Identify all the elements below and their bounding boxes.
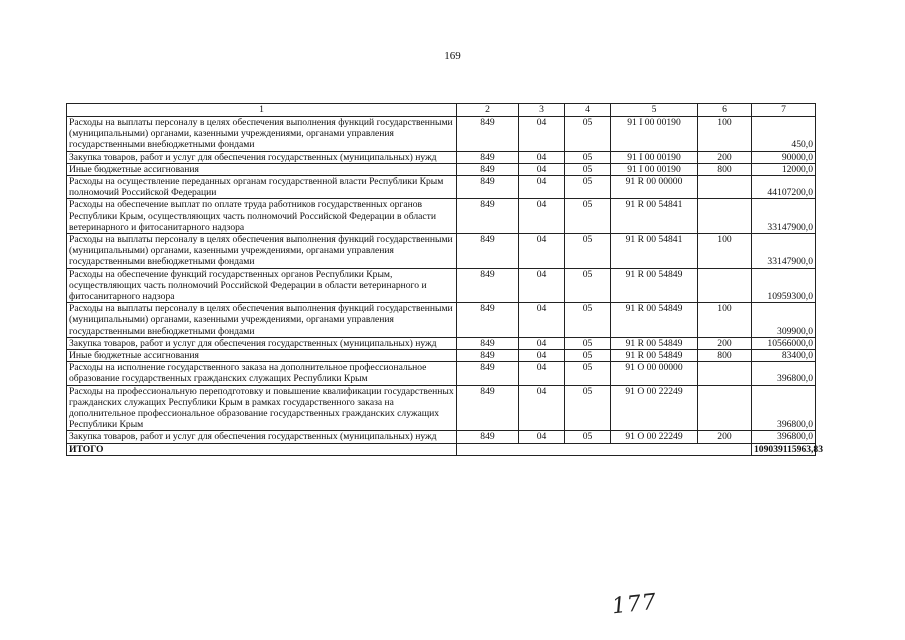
row-code-cell: 04: [519, 199, 565, 234]
row-sum-cell: 450,0: [752, 117, 816, 152]
row-code-cell: 05: [565, 268, 611, 303]
row-name-cell: Расходы на профессиональную переподготовку и повышение квалификации государственных гражданских служащих Республики Крым в рамках государственного заказа на дополнительное профессиональное образование государственных гражданских служащих Республики Крым: [67, 385, 457, 431]
table-row: [67, 431, 816, 443]
row-code-cell: 04: [519, 176, 565, 199]
row-code-cell: 800: [698, 350, 752, 362]
row-code-cell: 100: [698, 234, 752, 269]
header-cell: 4: [565, 104, 611, 117]
row-sum-cell: 33147900,0: [752, 234, 816, 269]
header-cell: 6: [698, 104, 752, 117]
table-row: [67, 385, 816, 431]
page-number: 169: [444, 50, 461, 62]
row-code-cell: 05: [565, 117, 611, 152]
row-code-cell: 849: [457, 117, 519, 152]
row-code-cell: 05: [565, 350, 611, 362]
row-name-cell: Расходы на исполнение государственного заказа на дополнительное профессиональное образование государственных гражданских служащих Республики Крым: [67, 362, 457, 385]
row-code-cell: 04: [519, 337, 565, 349]
row-code-cell: 91 R 00 54849: [611, 350, 698, 362]
row-code-cell: 849: [457, 362, 519, 385]
row-code-cell: 04: [519, 163, 565, 175]
row-code-cell: 05: [565, 431, 611, 443]
header-cell: 1: [67, 104, 457, 117]
row-code-cell: 04: [519, 362, 565, 385]
handwritten-page-number: 177: [610, 589, 659, 620]
row-code-cell: 200: [698, 151, 752, 163]
row-code-cell: [698, 176, 752, 199]
row-code-cell: 849: [457, 350, 519, 362]
row-code-cell: 91 I 00 00190: [611, 163, 698, 175]
total-row: [67, 443, 816, 455]
row-sum-cell: 33147900,0: [752, 199, 816, 234]
total-label: ИТОГО: [67, 443, 457, 455]
row-sum-cell: 396800,0: [752, 362, 816, 385]
row-sum-cell: 396800,0: [752, 431, 816, 443]
row-code-cell: 100: [698, 117, 752, 152]
row-code-cell: 849: [457, 303, 519, 338]
row-code-cell: 05: [565, 199, 611, 234]
row-code-cell: 849: [457, 268, 519, 303]
row-code-cell: 91 О 00 22249: [611, 431, 698, 443]
header-cell: 2: [457, 104, 519, 117]
budget-table: [66, 103, 824, 456]
row-code-cell: 849: [457, 385, 519, 431]
row-code-cell: 91 О 00 00000: [611, 362, 698, 385]
total-empty-cell: [457, 443, 752, 455]
table-header-row: [67, 104, 816, 117]
table-row: [67, 176, 816, 199]
row-code-cell: 04: [519, 350, 565, 362]
row-sum-cell: 83400,0: [752, 350, 816, 362]
row-sum-cell: 396800,0: [752, 385, 816, 431]
row-name-cell: Закупка товаров, работ и услуг для обеспечения государственных (муниципальных) нужд: [67, 337, 457, 349]
row-code-cell: 91 О 00 22249: [611, 385, 698, 431]
row-code-cell: 05: [565, 163, 611, 175]
row-sum-cell: 90000,0: [752, 151, 816, 163]
row-name-cell: Иные бюджетные ассигнования: [67, 163, 457, 175]
row-code-cell: 91 I 00 00190: [611, 151, 698, 163]
row-code-cell: 91 I 00 00190: [611, 117, 698, 152]
row-code-cell: 849: [457, 431, 519, 443]
row-sum-cell: 10566000,0: [752, 337, 816, 349]
row-name-cell: Закупка товаров, работ и услуг для обеспечения государственных (муниципальных) нужд: [67, 431, 457, 443]
header-cell: 7: [752, 104, 816, 117]
row-code-cell: 200: [698, 337, 752, 349]
row-sum-cell: 309900,0: [752, 303, 816, 338]
row-sum-cell: 12000,0: [752, 163, 816, 175]
row-code-cell: 849: [457, 234, 519, 269]
row-name-cell: Расходы на выплаты персоналу в целях обеспечения выполнения функций государственными (муниципальными) органами, казенными учреждениями, органами управления государственными внебюджетными фондами: [67, 117, 457, 152]
table-row: [67, 234, 816, 269]
row-code-cell: 04: [519, 117, 565, 152]
row-code-cell: 91 R 00 54841: [611, 234, 698, 269]
row-code-cell: 849: [457, 176, 519, 199]
row-code-cell: 05: [565, 176, 611, 199]
row-code-cell: 05: [565, 151, 611, 163]
table-row: [67, 362, 816, 385]
table-row: [67, 117, 816, 152]
table-row: [67, 268, 816, 303]
row-code-cell: 91 R 00 00000: [611, 176, 698, 199]
row-code-cell: 05: [565, 303, 611, 338]
row-code-cell: 849: [457, 151, 519, 163]
row-code-cell: 04: [519, 303, 565, 338]
row-code-cell: 91 R 00 54849: [611, 268, 698, 303]
row-code-cell: 100: [698, 303, 752, 338]
row-code-cell: 849: [457, 199, 519, 234]
row-name-cell: Расходы на обеспечение выплат по оплате труда работников государственных органов Республики Крым, осуществляющих часть полномочий Российской Федерации в области ветеринарного и фитосанитарного надзора: [67, 199, 457, 234]
row-sum-cell: 10959300,0: [752, 268, 816, 303]
row-name-cell: Расходы на осуществление переданных органам государственной власти Республики Крым полномочий Российской Федерации: [67, 176, 457, 199]
row-code-cell: 200: [698, 431, 752, 443]
row-code-cell: 05: [565, 337, 611, 349]
row-code-cell: [698, 199, 752, 234]
row-code-cell: 05: [565, 362, 611, 385]
table-row: [67, 151, 816, 163]
row-code-cell: 91 R 00 54841: [611, 199, 698, 234]
table-row: [67, 337, 816, 349]
row-name-cell: Иные бюджетные ассигнования: [67, 350, 457, 362]
row-sum-cell: 44107200,0: [752, 176, 816, 199]
row-code-cell: 91 R 00 54849: [611, 303, 698, 338]
row-code-cell: 849: [457, 163, 519, 175]
row-code-cell: 91 R 00 54849: [611, 337, 698, 349]
row-code-cell: 04: [519, 268, 565, 303]
row-code-cell: [698, 268, 752, 303]
row-code-cell: [698, 362, 752, 385]
header-cell: 3: [519, 104, 565, 117]
row-code-cell: [698, 385, 752, 431]
header-cell: 5: [611, 104, 698, 117]
row-code-cell: 04: [519, 234, 565, 269]
row-code-cell: 04: [519, 385, 565, 431]
total-sum: 109039115963,83: [752, 443, 816, 455]
row-name-cell: Расходы на обеспечение функций государственных органов Республики Крым, осуществляющих часть полномочий Российской Федерации в области ветеринарного и фитосанитарного надзора: [67, 268, 457, 303]
row-code-cell: 04: [519, 151, 565, 163]
row-name-cell: Закупка товаров, работ и услуг для обеспечения государственных (муниципальных) нужд: [67, 151, 457, 163]
table-row: [67, 303, 816, 338]
row-code-cell: 849: [457, 337, 519, 349]
row-code-cell: 04: [519, 431, 565, 443]
table-row: [67, 163, 816, 175]
table-row: [67, 199, 816, 234]
row-name-cell: Расходы на выплаты персоналу в целях обеспечения выполнения функций государственными (муниципальными) органами, казенными учреждениями, органами управления государственными внебюджетными фондами: [67, 303, 457, 338]
row-code-cell: 05: [565, 385, 611, 431]
table-row: [67, 350, 816, 362]
row-code-cell: 800: [698, 163, 752, 175]
row-name-cell: Расходы на выплаты персоналу в целях обеспечения выполнения функций государственными (муниципальными) органами, казенными учреждениями, органами управления государственными внебюджетными фондами: [67, 234, 457, 269]
row-code-cell: 05: [565, 234, 611, 269]
